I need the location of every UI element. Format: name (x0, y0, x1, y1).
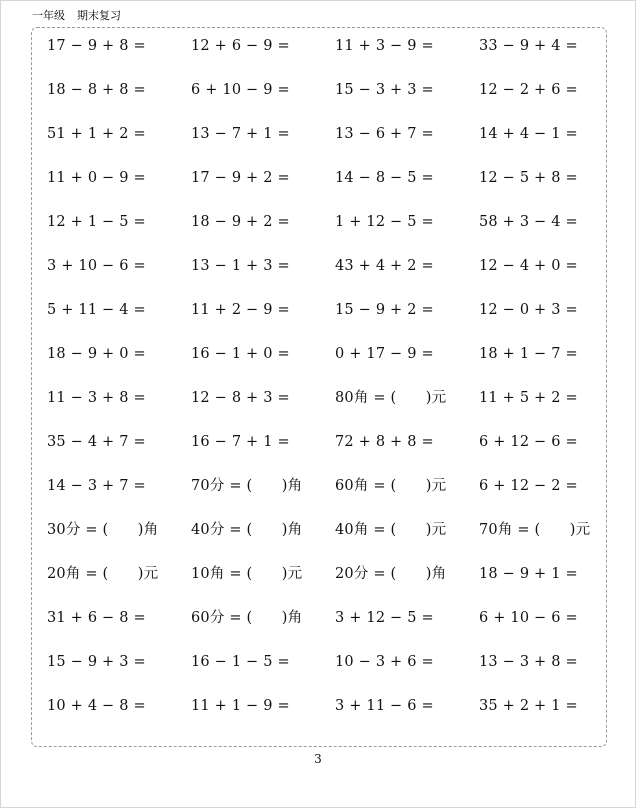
exercise-problem: 15 − 9 + 2 = (335, 302, 434, 318)
exercise-problem: 13 − 6 + 7 = (335, 126, 434, 142)
exercise-problem: 10 + 4 − 8 = (47, 698, 146, 714)
exercise-problem: 10角 = ( )元 (191, 566, 303, 582)
exercise-row (32, 254, 606, 278)
exercise-problem: 6 + 10 − 6 = (479, 610, 578, 626)
exercise-problem: 17 − 9 + 2 = (191, 170, 290, 186)
exercise-problem: 12 − 4 + 0 = (479, 258, 578, 274)
exercise-problem: 11 + 3 − 9 = (335, 38, 434, 54)
exercise-problem: 18 − 8 + 8 = (47, 82, 146, 98)
page-number: 3 (314, 752, 322, 766)
exercise-problem: 35 + 2 + 1 = (479, 698, 578, 714)
exercise-problem: 18 + 1 − 7 = (479, 346, 578, 362)
exercise-problem: 5 + 11 − 4 = (47, 302, 146, 318)
exercise-problem: 18 − 9 + 2 = (191, 214, 290, 230)
exercise-problem: 14 − 8 − 5 = (335, 170, 434, 186)
exercise-problem: 12 − 0 + 3 = (479, 302, 578, 318)
section-title: 期末复习 (77, 9, 121, 22)
exercise-problem: 15 − 9 + 3 = (47, 654, 146, 670)
exercise-row (32, 166, 606, 190)
exercise-row (32, 518, 606, 542)
exercise-problem: 17 − 9 + 8 = (47, 38, 146, 54)
exercise-problem: 60分 = ( )角 (191, 610, 303, 626)
exercise-problem: 12 + 6 − 9 = (191, 38, 290, 54)
exercise-row (32, 474, 606, 498)
exercise-problem: 58 + 3 − 4 = (479, 214, 578, 230)
exercise-row (32, 298, 606, 322)
exercise-problem: 60角 = ( )元 (335, 478, 447, 494)
exercise-problem: 40分 = ( )角 (191, 522, 303, 538)
exercise-problem: 11 + 5 + 2 = (479, 390, 578, 406)
exercise-problem: 51 + 1 + 2 = (47, 126, 146, 142)
exercise-problem: 3 + 12 − 5 = (335, 610, 434, 626)
exercise-row (32, 386, 606, 410)
exercise-row (32, 562, 606, 586)
exercise-problem: 13 − 1 + 3 = (191, 258, 290, 274)
exercise-problem: 1 + 12 − 5 = (335, 214, 434, 230)
exercise-problem: 14 + 4 − 1 = (479, 126, 578, 142)
exercise-problem: 11 + 2 − 9 = (191, 302, 290, 318)
exercise-row (32, 430, 606, 454)
exercise-row (32, 342, 606, 366)
exercise-row (32, 210, 606, 234)
exercise-problem: 11 + 1 − 9 = (191, 698, 290, 714)
exercise-problem: 6 + 10 − 9 = (191, 82, 290, 98)
exercise-row (32, 34, 606, 58)
exercise-problem: 16 − 7 + 1 = (191, 434, 290, 450)
exercise-problem: 16 − 1 + 0 = (191, 346, 290, 362)
exercise-row (32, 694, 606, 718)
exercise-problem: 13 − 7 + 1 = (191, 126, 290, 142)
exercise-problem: 15 − 3 + 3 = (335, 82, 434, 98)
exercise-problem: 33 − 9 + 4 = (479, 38, 578, 54)
exercise-row (32, 78, 606, 102)
exercise-problem: 12 − 8 + 3 = (191, 390, 290, 406)
exercise-problem: 72 + 8 + 8 = (335, 434, 434, 450)
exercise-problem: 3 + 10 − 6 = (47, 258, 146, 274)
exercise-problem: 12 − 2 + 6 = (479, 82, 578, 98)
exercise-problem: 12 − 5 + 8 = (479, 170, 578, 186)
exercise-problem: 6 + 12 − 6 = (479, 434, 578, 450)
exercise-box (31, 27, 607, 747)
exercise-problem: 14 − 3 + 7 = (47, 478, 146, 494)
exercise-problem: 10 − 3 + 6 = (335, 654, 434, 670)
exercise-problem: 31 + 6 − 8 = (47, 610, 146, 626)
exercise-problem: 0 + 17 − 9 = (335, 346, 434, 362)
exercise-problem: 11 − 3 + 8 = (47, 390, 146, 406)
page-header (32, 7, 121, 23)
exercise-problem: 70角 = ( )元 (479, 522, 591, 538)
exercise-problem: 16 − 1 − 5 = (191, 654, 290, 670)
exercise-row (32, 122, 606, 146)
exercise-problem: 13 − 3 + 8 = (479, 654, 578, 670)
exercise-problem: 12 + 1 − 5 = (47, 214, 146, 230)
exercise-problem: 30分 = ( )角 (47, 522, 159, 538)
exercise-problem: 70分 = ( )角 (191, 478, 303, 494)
exercise-problem: 40角 = ( )元 (335, 522, 447, 538)
grade-label: 一年级 (32, 9, 65, 22)
exercise-problem: 20分 = ( )角 (335, 566, 447, 582)
exercise-problem: 20角 = ( )元 (47, 566, 159, 582)
exercise-problem: 18 − 9 + 0 = (47, 346, 146, 362)
exercise-problem: 11 + 0 − 9 = (47, 170, 146, 186)
exercise-row (32, 650, 606, 674)
exercise-problem: 6 + 12 − 2 = (479, 478, 578, 494)
exercise-problem: 80角 = ( )元 (335, 390, 447, 406)
exercise-problem: 18 − 9 + 1 = (479, 566, 578, 582)
exercise-problem: 3 + 11 − 6 = (335, 698, 434, 714)
exercise-problem: 43 + 4 + 2 = (335, 258, 434, 274)
exercise-row (32, 606, 606, 630)
exercise-problem: 35 − 4 + 7 = (47, 434, 146, 450)
